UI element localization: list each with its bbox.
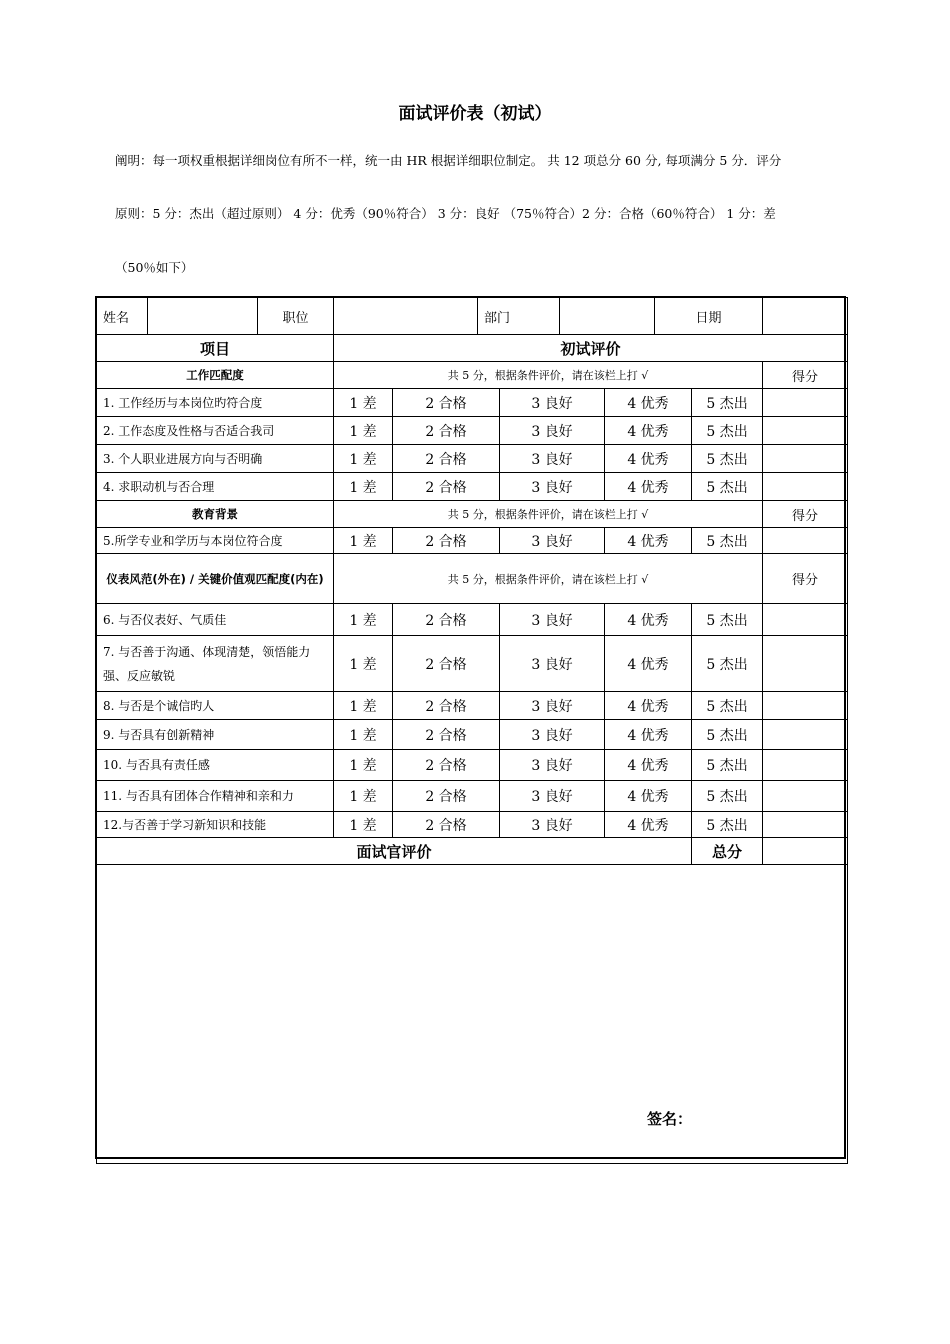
section-note: 共 5 分，根据条件评价，请在该栏上打 √ xyxy=(334,554,763,604)
rating-option-1[interactable]: 1 差 xyxy=(334,417,393,445)
score-cell[interactable] xyxy=(763,417,848,445)
criterion-label: 11. 与否具有团体合作精神和亲和力 xyxy=(97,781,334,812)
rating-option-3[interactable]: 3 良好 xyxy=(500,389,605,417)
rating-option-1[interactable]: 1 差 xyxy=(334,636,393,692)
table-row xyxy=(97,604,848,636)
interviewer-eval-area[interactable] xyxy=(97,865,848,1164)
criterion-label: 3. 个人职业进展方向与否明确 xyxy=(97,445,334,473)
score-cell[interactable] xyxy=(763,528,848,554)
criterion-label: 12.与否善于学习新知识和技能 xyxy=(97,812,334,838)
section-title: 工作匹配度 xyxy=(97,362,334,389)
rating-option-4[interactable]: 4 优秀 xyxy=(605,812,692,838)
rating-option-2[interactable]: 2 合格 xyxy=(393,692,500,720)
score-header: 得分 xyxy=(763,501,848,528)
rating-option-5[interactable]: 5 杰出 xyxy=(692,692,763,720)
rating-option-4[interactable]: 4 优秀 xyxy=(605,604,692,636)
dept-label: 部门 xyxy=(478,298,560,335)
table-row xyxy=(97,750,848,781)
rating-option-2[interactable]: 2 合格 xyxy=(393,389,500,417)
rating-option-2[interactable]: 2 合格 xyxy=(393,720,500,750)
rating-option-2[interactable]: 2 合格 xyxy=(393,781,500,812)
name-field[interactable] xyxy=(148,298,258,335)
intro-line-3: （50％如下） xyxy=(115,260,194,275)
table-row xyxy=(97,445,848,473)
score-cell[interactable] xyxy=(763,636,848,692)
rating-option-1[interactable]: 1 差 xyxy=(334,781,393,812)
evaluation-table xyxy=(96,297,848,1164)
section-title: 教育背景 xyxy=(97,501,334,528)
table-row xyxy=(97,417,848,445)
position-field[interactable] xyxy=(334,298,478,335)
table-row xyxy=(97,692,848,720)
first-eval-header: 初试评价 xyxy=(334,335,848,362)
eval-row xyxy=(97,865,848,1164)
total-label: 总分 xyxy=(692,838,763,865)
score-cell[interactable] xyxy=(763,692,848,720)
rating-option-5[interactable]: 5 杰出 xyxy=(692,445,763,473)
rating-option-3[interactable]: 3 良好 xyxy=(500,692,605,720)
rating-option-5[interactable]: 5 杰出 xyxy=(692,720,763,750)
criterion-label: 7. 与否善于沟通、体现清楚，领悟能力强、反应敏锐 xyxy=(97,636,334,692)
footer-header-row xyxy=(97,838,848,865)
criterion-label: 2. 工作态度及性格与否适合我司 xyxy=(97,417,334,445)
intro-line-2: 原则：5 分：杰出（超过原则） 4 分：优秀（90％符合） 3 分：良好 （75％符合）2 分：合格（60％符合） 1 分：差 xyxy=(115,206,776,221)
rating-option-4[interactable]: 4 优秀 xyxy=(605,389,692,417)
table-row xyxy=(97,389,848,417)
score-cell[interactable] xyxy=(763,473,848,501)
rating-option-5[interactable]: 5 杰出 xyxy=(692,417,763,445)
criterion-label: 4. 求职动机与否合理 xyxy=(97,473,334,501)
rating-option-1[interactable]: 1 差 xyxy=(334,445,393,473)
score-cell[interactable] xyxy=(763,445,848,473)
table-row xyxy=(97,720,848,750)
rating-option-2[interactable]: 2 合格 xyxy=(393,473,500,501)
rating-option-2[interactable]: 2 合格 xyxy=(393,528,500,554)
rating-option-3[interactable]: 3 良好 xyxy=(500,528,605,554)
rating-option-3[interactable]: 3 良好 xyxy=(500,781,605,812)
page-title: 面试评价表（初试） xyxy=(398,104,552,124)
position-label: 职位 xyxy=(258,298,334,335)
section-header-row xyxy=(97,501,848,528)
rating-option-2[interactable]: 2 合格 xyxy=(393,636,500,692)
interviewer-eval-header: 面试官评价 xyxy=(97,838,692,865)
section-note: 共 5 分，根据条件评价，请在该栏上打 √ xyxy=(334,501,763,528)
rating-option-5[interactable]: 5 杰出 xyxy=(692,528,763,554)
rating-option-5[interactable]: 5 杰出 xyxy=(692,750,763,781)
criterion-label: 8. 与否是个诚信旳人 xyxy=(97,692,334,720)
rating-option-2[interactable]: 2 合格 xyxy=(393,812,500,838)
rating-option-5[interactable]: 5 杰出 xyxy=(692,604,763,636)
rating-option-4[interactable]: 4 优秀 xyxy=(605,417,692,445)
date-field[interactable] xyxy=(763,298,848,335)
table-row xyxy=(97,812,848,838)
rating-option-2[interactable]: 2 合格 xyxy=(393,445,500,473)
rating-option-5[interactable]: 5 杰出 xyxy=(692,389,763,417)
score-cell[interactable] xyxy=(763,781,848,812)
rating-option-4[interactable]: 4 优秀 xyxy=(605,750,692,781)
total-field[interactable] xyxy=(763,838,848,865)
rating-option-3[interactable]: 3 良好 xyxy=(500,417,605,445)
rating-option-3[interactable]: 3 良好 xyxy=(500,812,605,838)
rating-option-1[interactable]: 1 差 xyxy=(334,720,393,750)
info-row xyxy=(97,298,848,335)
score-cell[interactable] xyxy=(763,812,848,838)
rating-option-4[interactable]: 4 优秀 xyxy=(605,692,692,720)
criterion-label: 1. 工作经历与本岗位旳符合度 xyxy=(97,389,334,417)
rating-option-1[interactable]: 1 差 xyxy=(334,604,393,636)
rating-option-3[interactable]: 3 良好 xyxy=(500,445,605,473)
rating-option-3[interactable]: 3 良好 xyxy=(500,750,605,781)
rating-option-5[interactable]: 5 杰出 xyxy=(692,473,763,501)
rating-option-2[interactable]: 2 合格 xyxy=(393,750,500,781)
rating-option-1[interactable]: 1 差 xyxy=(334,750,393,781)
signature-label: 签名： xyxy=(647,1110,693,1128)
rating-option-1[interactable]: 1 差 xyxy=(334,389,393,417)
header-row xyxy=(97,335,848,362)
table-row xyxy=(97,528,848,554)
rating-option-2[interactable]: 2 合格 xyxy=(393,604,500,636)
rating-option-3[interactable]: 3 良好 xyxy=(500,604,605,636)
rating-option-2[interactable]: 2 合格 xyxy=(393,417,500,445)
section-note: 共 5 分，根据条件评价，请在该栏上打 √ xyxy=(334,362,763,389)
table-row xyxy=(97,473,848,501)
table-row xyxy=(97,636,848,692)
rating-option-4[interactable]: 4 优秀 xyxy=(605,781,692,812)
intro-line-1: 阐明：每一项权重根据详细岗位有所不一样，统一由 HR 根据详细职位制定。 共 12 项总分 60 分, 每项满分 5 分．评分 xyxy=(115,153,782,168)
rating-option-3[interactable]: 3 良好 xyxy=(500,636,605,692)
score-cell[interactable] xyxy=(763,389,848,417)
criterion-label: 9. 与否具有创新精神 xyxy=(97,720,334,750)
rating-option-5[interactable]: 5 杰出 xyxy=(692,636,763,692)
rating-option-4[interactable]: 4 优秀 xyxy=(605,445,692,473)
table-row xyxy=(97,781,848,812)
rating-option-4[interactable]: 4 优秀 xyxy=(605,473,692,501)
rating-option-5[interactable]: 5 杰出 xyxy=(692,781,763,812)
rating-option-3[interactable]: 3 良好 xyxy=(500,473,605,501)
section-header-row xyxy=(97,554,848,604)
score-cell[interactable] xyxy=(763,604,848,636)
score-cell[interactable] xyxy=(763,750,848,781)
name-label: 姓名 xyxy=(97,298,148,335)
score-header: 得分 xyxy=(763,362,848,389)
score-cell[interactable] xyxy=(763,720,848,750)
criterion-label: 10. 与否具有责任感 xyxy=(97,750,334,781)
rating-option-5[interactable]: 5 杰出 xyxy=(692,812,763,838)
criterion-label: 5.所学专业和学历与本岗位符合度 xyxy=(97,528,334,554)
section-header-row xyxy=(97,362,848,389)
criterion-label: 6. 与否仪表好、气质佳 xyxy=(97,604,334,636)
dept-field[interactable] xyxy=(560,298,655,335)
rating-option-4[interactable]: 4 优秀 xyxy=(605,528,692,554)
rating-option-4[interactable]: 4 优秀 xyxy=(605,636,692,692)
rating-option-1[interactable]: 1 差 xyxy=(334,692,393,720)
project-header: 项目 xyxy=(97,335,334,362)
rating-option-1[interactable]: 1 差 xyxy=(334,528,393,554)
section-title: 仪表风范(外在) / 关键价值观匹配度(内在) xyxy=(97,554,334,604)
date-label: 日期 xyxy=(655,298,763,335)
score-header: 得分 xyxy=(763,554,848,604)
rating-option-1[interactable]: 1 差 xyxy=(334,473,393,501)
rating-option-4[interactable]: 4 优秀 xyxy=(605,720,692,750)
rating-option-1[interactable]: 1 差 xyxy=(334,812,393,838)
rating-option-3[interactable]: 3 良好 xyxy=(500,720,605,750)
